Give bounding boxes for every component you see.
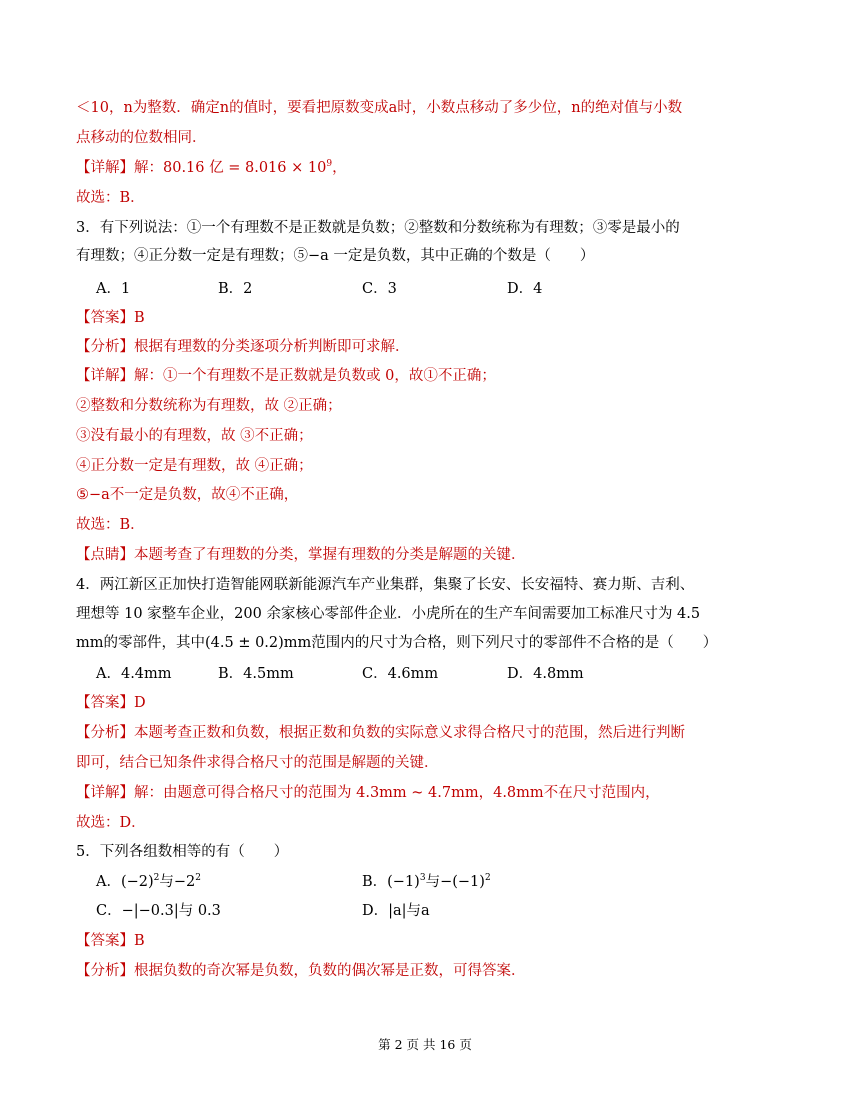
analysis-continued-line-2: 点移动的位数相同． [76, 130, 207, 146]
q4-option-b: B．4.5mm [218, 666, 294, 682]
exponent: 9 [326, 159, 333, 169]
q3-detail-4: ④正分数一定是有理数，故 ④正确； [76, 458, 313, 474]
opt-b-mid: 与−(−1) [425, 874, 485, 890]
q4-stem-line-2: 理想等 10 家整车企业，200 余家核心零部件企业．小虎所在的生产车间需要加工标准尺寸为 4.5 [76, 606, 701, 622]
q3-selection: 故选：B． [76, 517, 145, 533]
opt-a-mid: 与−2 [159, 874, 196, 890]
q5-stem: 5．下列各组数相等的有（ ） [76, 844, 289, 860]
detail-tag: 【详解】 [76, 160, 134, 176]
q3-stem-line-2: 有理数；④正分数一定是有理数；⑤−a 一定是负数，其中正确的个数是（ ） [76, 248, 595, 264]
q3-detail-3: ③没有最小的有理数，故 ③不正确； [76, 428, 313, 444]
q3-analysis: 【分析】根据有理数的分类逐项分析判断即可求解． [76, 339, 410, 355]
q5-option-d: D．|a|与a [362, 903, 430, 919]
q4-detail: 【详解】解：由题意可得合格尺寸的范围为 4.3mm ~ 4.7mm，4.8mm不在尺寸范围内， [76, 785, 660, 801]
q3-option-d: D．4 [507, 281, 543, 297]
q3-answer: 【答案】B [76, 310, 145, 326]
opt-b-base: B．(−1) [362, 874, 420, 890]
q4-answer: 【答案】D [76, 695, 146, 711]
detail-text: 解：80.16 亿 = 8.016 × 10 [134, 160, 327, 176]
q4-option-c: C．4.6mm [362, 666, 439, 682]
q3-option-c: C．3 [362, 281, 397, 297]
q3-detail-2: ②整数和分数统称为有理数，故 ②正确； [76, 398, 342, 414]
q4-option-a: A．4.4mm [96, 666, 172, 682]
opt-b-exp1: 3 [419, 873, 426, 883]
opt-a-base: A．(−2) [96, 874, 154, 890]
opt-b-exp2: 2 [484, 873, 491, 883]
q2-selection: 故选：B． [76, 190, 145, 206]
q3-option-b: B．2 [218, 281, 253, 297]
q5-option-b [362, 872, 491, 892]
q3-stem-line-1: 3．有下列说法：①一个有理数不是正数就是负数；②整数和分数统称为有理数；③零是最小的 [76, 220, 680, 236]
q3-detail-1: 【详解】解：①一个有理数不是正数就是负数或 0，故①不正确； [76, 368, 496, 384]
page-footer: 第 2 页 共 16 页 [378, 1037, 472, 1052]
q5-option-c: C．−|−0.3|与 0.3 [96, 903, 221, 919]
q3-detail-5: ⑤−a不一定是负数，故④不正确， [76, 487, 299, 503]
opt-a-exp2: 2 [195, 873, 202, 883]
q4-stem-line-1: 4．两江新区正加快打造智能网联新能源汽车产业集群，集聚了长安、长安福特、赛力斯、吉利、 [76, 577, 695, 593]
opt-a-exp1: 2 [153, 873, 160, 883]
q3-option-a: A．1 [96, 281, 131, 297]
q4-analysis-1: 【分析】本题考查正数和负数，根据正数和负数的实际意义求得合格尺寸的范围，然后进行判断 [76, 725, 685, 741]
q5-analysis: 【分析】根据负数的奇次幂是负数，负数的偶次幂是正数，可得答案． [76, 963, 526, 979]
q4-selection: 故选：D． [76, 815, 146, 831]
q4-stem-line-3: mm的零部件，其中(4.5 ± 0.2)mm范围内的尺寸为合格，则下列尺寸的零部件不合格的是（ ） [76, 635, 718, 651]
detail-end: ， [332, 160, 347, 176]
q2-detail [76, 158, 347, 178]
q3-comment: 【点睛】本题考查了有理数的分类，掌握有理数的分类是解题的关键． [76, 547, 526, 563]
q4-analysis-2: 即可，结合已知条件求得合格尺寸的范围是解题的关键． [76, 755, 439, 771]
q4-option-d: D．4.8mm [507, 666, 584, 682]
q5-answer: 【答案】B [76, 933, 145, 949]
q5-option-a [96, 872, 201, 892]
analysis-continued-line-1: ＜10，n为整数．确定n的值时，要看把原数变成a时，小数点移动了多少位，n的绝对值与小数 [76, 100, 683, 116]
